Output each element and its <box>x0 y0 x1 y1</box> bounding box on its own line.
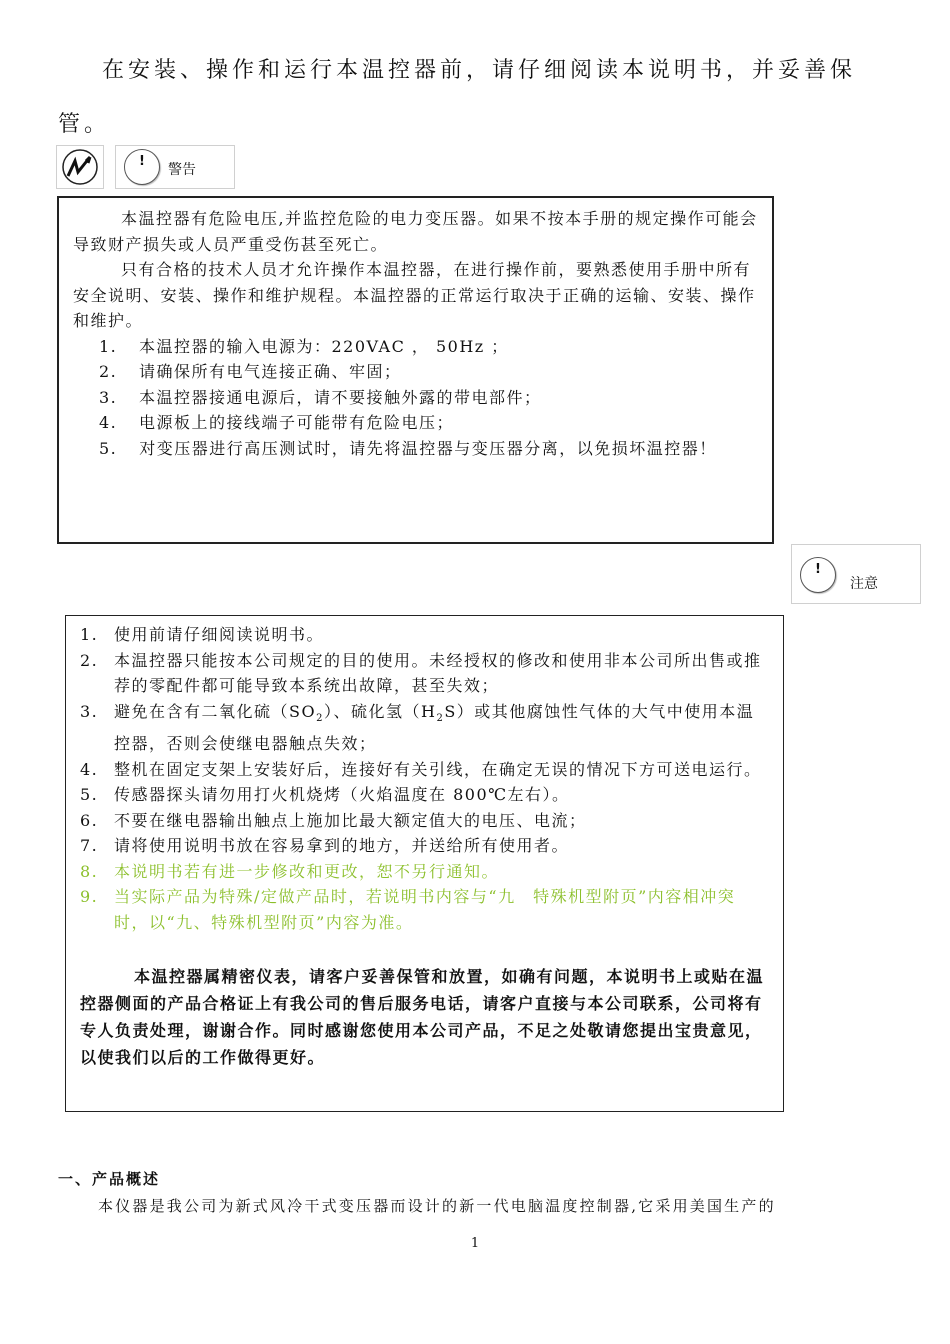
warning-item-5: 5. 对变压器进行高压测试时，请先将温控器与变压器分离，以免损坏温控器！ <box>99 438 717 458</box>
notice-item: 5. 传感器探头请勿用打火机烧烤（火焰温度在 800℃左右）。 <box>80 785 570 805</box>
warning-box <box>57 196 774 544</box>
warning-mark: ! <box>139 154 145 169</box>
notice-mark: ! <box>815 562 821 577</box>
intro-paragraph: 在安装、操作和运行本温控器前，请仔细阅读本说明书，并妥善保管。 <box>58 58 857 137</box>
notice-item-highlight: 9. 当实际产品为特殊/定做产品时，若说明书内容与“九 特殊机型附页”内容相冲突时，以“九、特殊机型附页”内容为准。 <box>80 887 736 932</box>
high-voltage-icon <box>56 145 104 189</box>
notice-box <box>65 615 784 1112</box>
notice-item: 1. 使用前请仔细阅读说明书。 <box>80 625 325 644</box>
warning-para-1: 本温控器有危险电压,并监控危险的电力变压器。如果不按本手册的规定操作可能会导致财产损失或人员严重受伤甚至死亡。 <box>73 209 758 254</box>
notice-label: 注意 <box>850 576 878 592</box>
warning-label: 警告 <box>168 162 196 178</box>
section-body: 本仪器是我公司为新式风冷干式变压器而设计的新一代电脑温度控制器,它采用美国生产的 <box>98 1197 776 1215</box>
warning-item: 4. 电源板上的接线端子可能带有危险电压； <box>99 413 455 432</box>
warning-para-2: 只有合格的技术人员才允许操作本温控器，在进行操作前，要熟悉使用手册中所有安全说明、安装、操作和维护规程。本温控器的正常运行取决于正确的运输、安装、操作和维护。 <box>73 260 756 330</box>
notice-item: 4. 整机在固定支架上安装好后，连接好有关引线，在确定无误的情况下方可送电运行。 <box>80 759 762 779</box>
exclamation-icon <box>800 557 836 593</box>
notice-item: 7. 请将使用说明书放在容易拿到的地方，并送给所有使用者。 <box>80 836 570 856</box>
notice-item-highlight: 8. 本说明书若有进一步修改和更改，恕不另行通知。 <box>80 861 500 881</box>
notice-tag <box>791 544 921 604</box>
notice-item: 3. 避免在含有二氧化硫$(SO_2)$、硫化氢$(H_2S)$或其他腐蚀性气体的大气中使用本温控器，否则会使继电器触点失效； <box>80 701 755 754</box>
notice-item: 6. 不要在继电器输出触点上施加比最大额定值大的电压、电流； <box>80 810 587 830</box>
section-title: 一、产品概述 <box>58 1170 161 1188</box>
notice-item: 2. 本温控器只能按本公司规定的目的使用。未经授权的修改和使用非本公司所出售或推荐的零配件都可能导致本系统出故障，甚至失效； <box>80 650 762 695</box>
customer-notice-paragraph: 本温控器属精密仪表，请客户妥善保管和放置，如确有问题，本说明书上或贴在温控器侧面的产品合格证上有我公司的售后服务电话，请客户直接与本公司联系，公司将有专人负责处理，谢谢合作。同时感谢您使用本公司产品，不足之处敬请您提出宝贵意见，以使我们以后的工作做得更好。 <box>80 967 765 1068</box>
page-number: 1 <box>470 1236 480 1251</box>
warning-tag <box>115 145 235 189</box>
warning-item: 3. 本温控器接通电源后，请不要接触外露的带电部件； <box>99 387 542 407</box>
warning-item: 2. 请确保所有电气连接正确、牢固； <box>99 362 402 381</box>
warning-item: 1. 本温控器的输入电源为：220VAC ， 50Hz ； <box>99 336 509 356</box>
exclamation-icon <box>124 149 160 185</box>
